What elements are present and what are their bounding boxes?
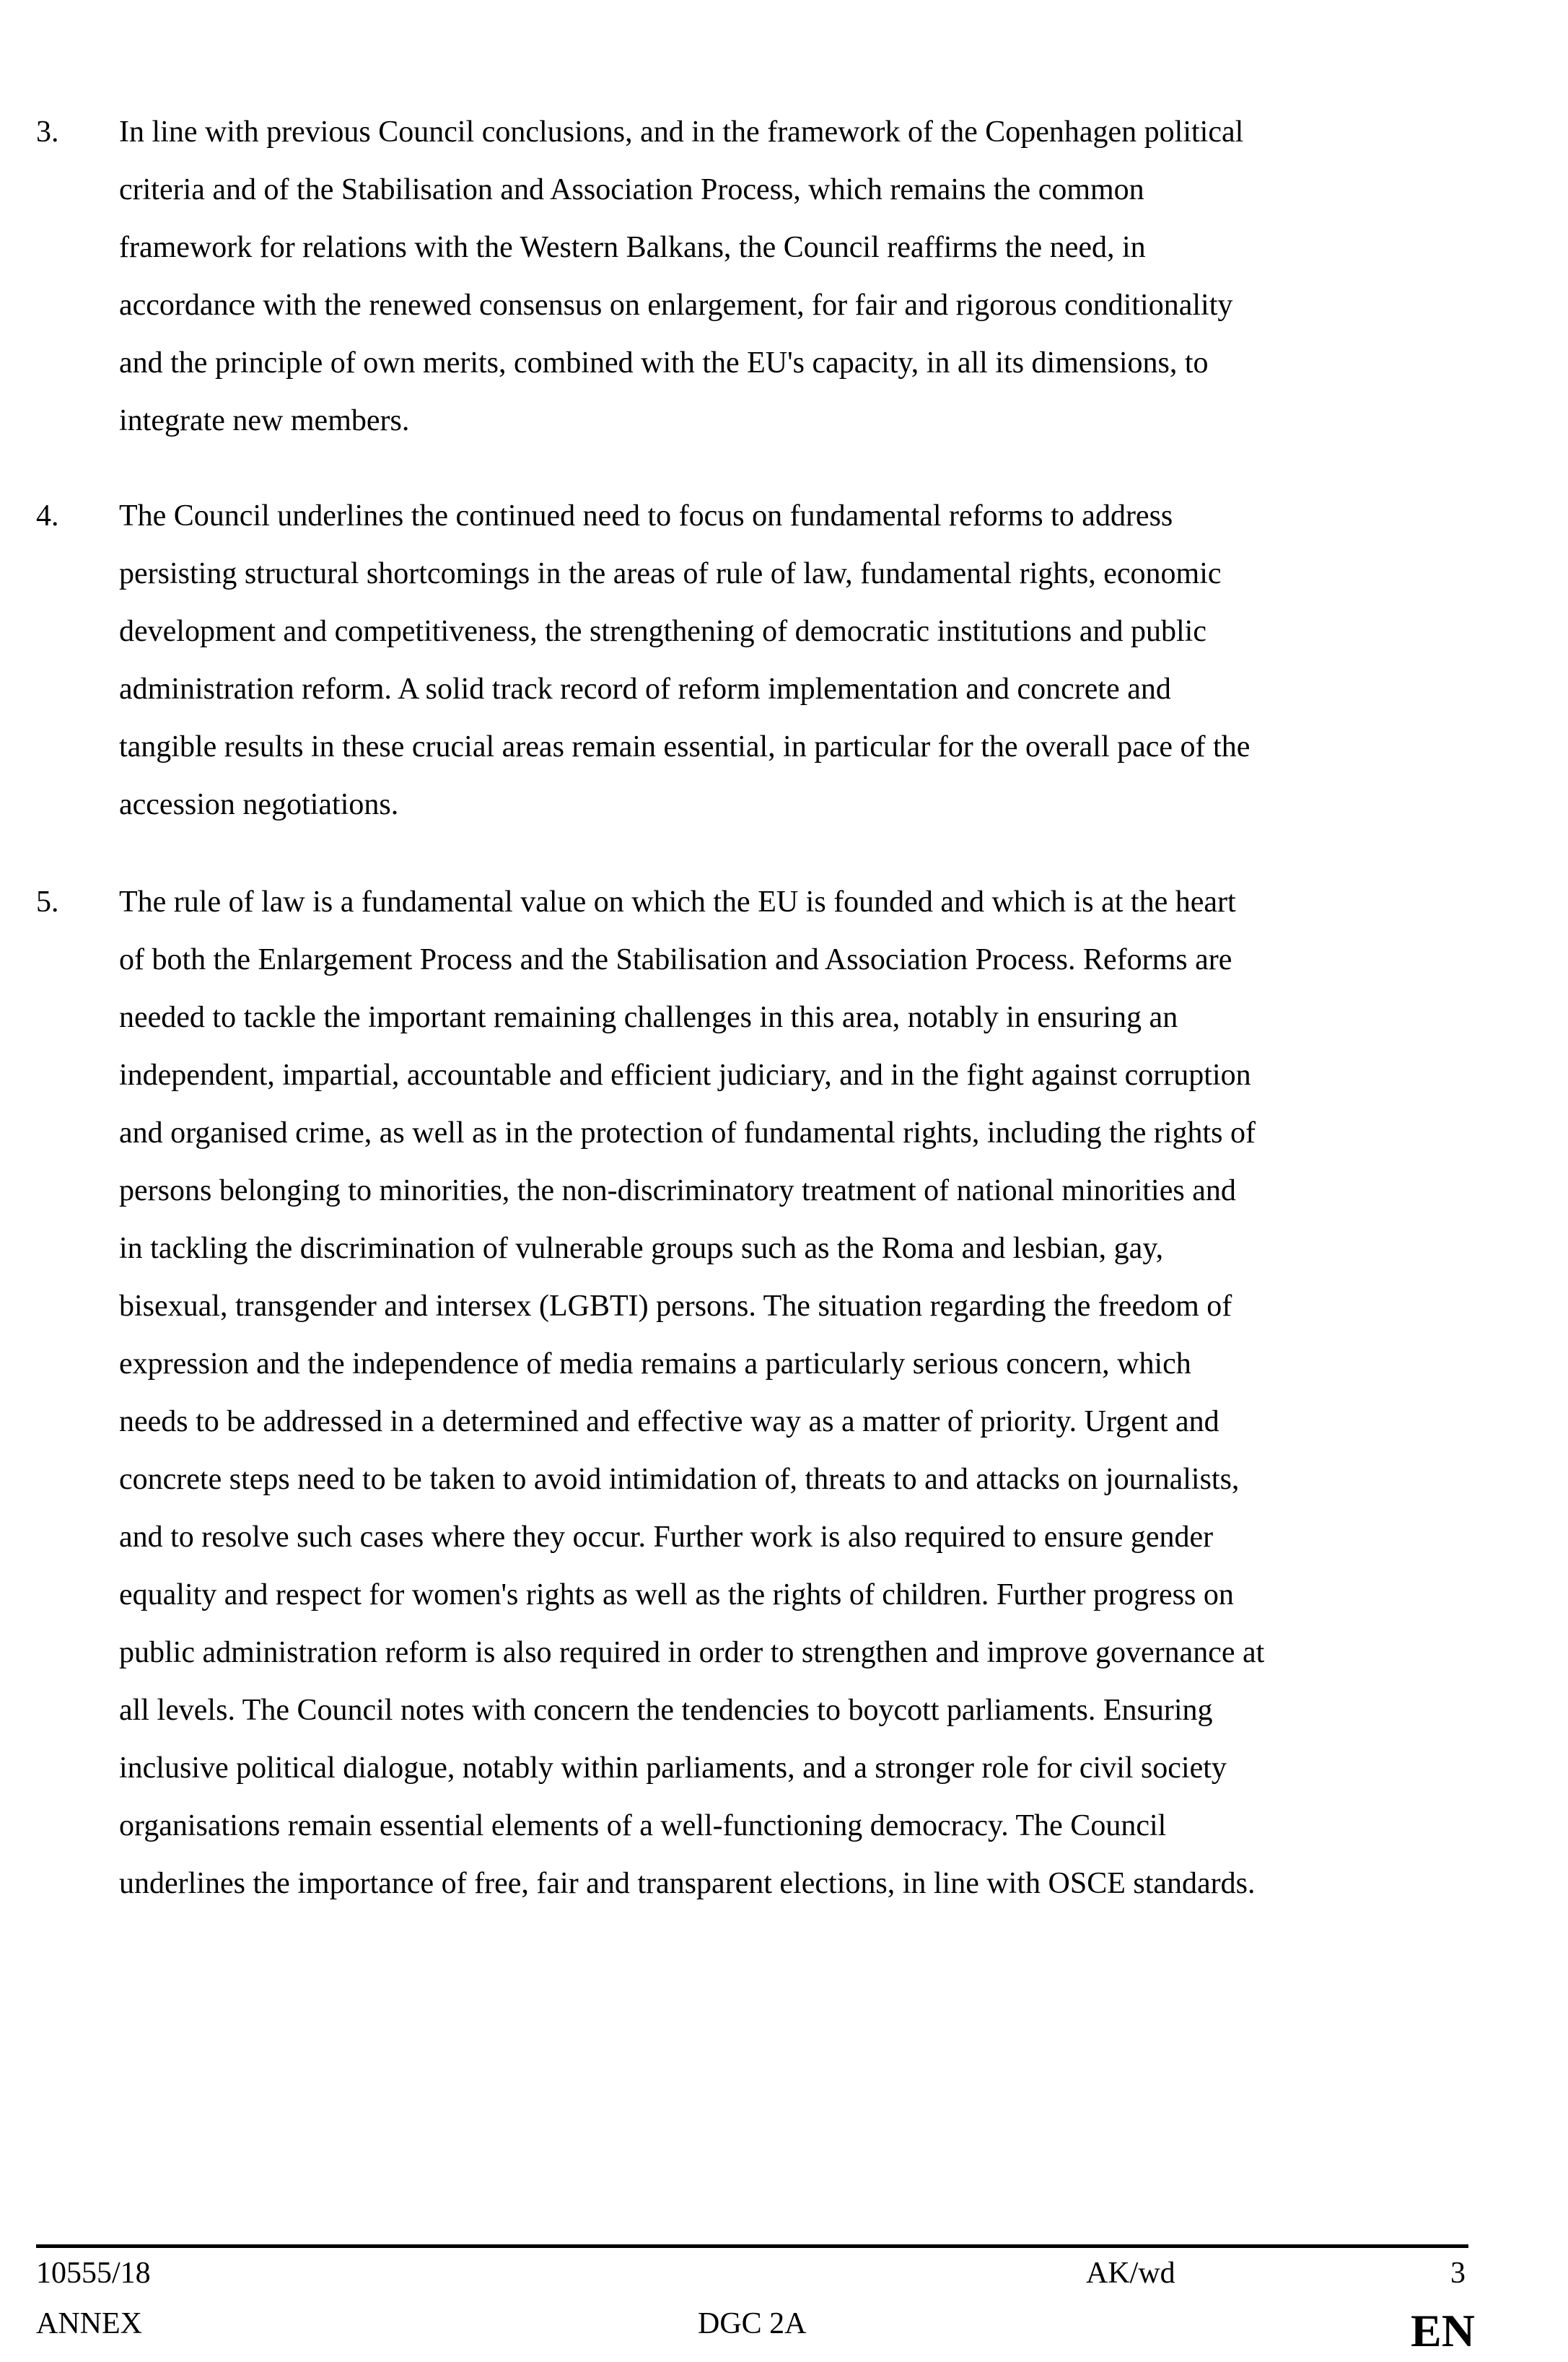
paragraph-number: 4. xyxy=(36,499,59,533)
text-line: persons belonging to minorities, the non-discriminatory treatment of national minorities and xyxy=(119,1174,1236,1207)
text-line: expression and the independence of media remains a particularly serious concern, which xyxy=(119,1347,1191,1381)
text-line: concrete steps need to be taken to avoid intimidation of, threats to and attacks on journalists, xyxy=(119,1463,1240,1496)
footer-divider xyxy=(36,2244,1468,2248)
text-line: inclusive political dialogue, notably within parliaments, and a stronger role for civil society xyxy=(119,1751,1227,1785)
footer-doc-number: 10555/18 xyxy=(36,2257,151,2290)
footer-annex: ANNEX xyxy=(36,2307,142,2340)
text-line: bisexual, transgender and intersex (LGBTI) persons. The situation regarding the freedom of xyxy=(119,1290,1232,1323)
text-line: criteria and of the Stabilisation and Association Process, which remains the common xyxy=(119,173,1144,206)
text-line: tangible results in these crucial areas remain essential, in particular for the overall pace of the xyxy=(119,730,1251,764)
text-line: all levels. The Council notes with concern the tendencies to boycott parliaments. Ensuring xyxy=(119,1694,1213,1727)
paragraph-body xyxy=(119,103,1512,450)
text-line: and the principle of own merits, combined with the EU's capacity, in all its dimensions, to xyxy=(119,346,1209,380)
footer-initials: AK/wd xyxy=(1086,2257,1175,2290)
footer-language: EN xyxy=(1411,2305,1475,2356)
text-line: development and competitiveness, the strengthening of democratic institutions and public xyxy=(119,615,1206,648)
paragraph-number: 5. xyxy=(36,885,59,919)
text-line: framework for relations with the Western Balkans, the Council reaffirms the need, in xyxy=(119,231,1146,264)
footer-page-number: 3 xyxy=(1450,2257,1466,2290)
text-line: accordance with the renewed consensus on enlargement, for fair and rigorous conditionality xyxy=(119,289,1233,322)
text-line: and organised crime, as well as in the protection of fundamental rights, including the rights of xyxy=(119,1116,1256,1150)
text-line: needs to be addressed in a determined and effective way as a matter of priority. Urgent and xyxy=(119,1405,1219,1438)
text-line: integrate new members. xyxy=(119,404,410,437)
footer-department: DGC 2A xyxy=(698,2307,807,2340)
paragraph-body xyxy=(119,487,1512,834)
text-line: equality and respect for women's rights as well as the rights of children. Further progress on xyxy=(119,1578,1234,1611)
text-line: public administration reform is also required in order to strengthen and improve governance at xyxy=(119,1636,1265,1669)
text-line: in tackling the discrimination of vulnerable groups such as the Roma and lesbian, gay, xyxy=(119,1232,1164,1265)
paragraph-body xyxy=(119,873,1512,1912)
text-line: persisting structural shortcomings in the areas of rule of law, fundamental rights, economic xyxy=(119,557,1222,590)
text-line: accession negotiations. xyxy=(119,788,399,821)
text-line: The rule of law is a fundamental value on which the EU is founded and which is at the heart xyxy=(119,885,1236,919)
paragraph-number: 3. xyxy=(36,115,59,149)
text-line: The Council underlines the continued need to focus on fundamental reforms to address xyxy=(119,499,1173,533)
text-line: independent, impartial, accountable and efficient judiciary, and in the fight against corruption xyxy=(119,1059,1251,1092)
text-line: organisations remain essential elements of a well-functioning democracy. The Council xyxy=(119,1809,1167,1842)
text-line: underlines the importance of free, fair and transparent elections, in line with OSCE standards. xyxy=(119,1867,1256,1900)
text-line: administration reform. A solid track record of reform implementation and concrete and xyxy=(119,673,1171,706)
text-line: In line with previous Council conclusions, and in the framework of the Copenhagen political xyxy=(119,115,1244,149)
text-line: and to resolve such cases where they occur. Further work is also required to ensure gender xyxy=(119,1521,1214,1554)
text-line: of both the Enlargement Process and the Stabilisation and Association Process. Reforms are xyxy=(119,943,1232,976)
text-line: needed to tackle the important remaining challenges in this area, notably in ensuring an xyxy=(119,1001,1178,1034)
